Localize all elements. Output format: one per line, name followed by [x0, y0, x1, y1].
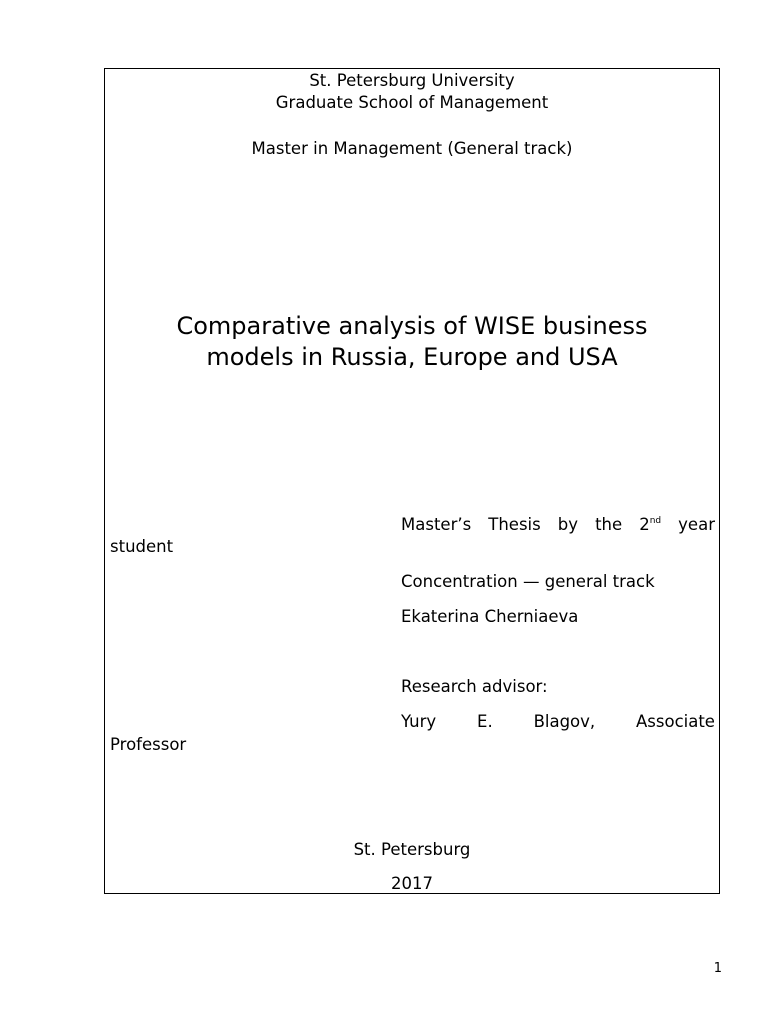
thesis-title	[104, 311, 720, 373]
page-number: 1	[713, 961, 722, 976]
thesis-title-line-1: Comparative analysis of WISE business	[176, 312, 648, 340]
advisor-title-continuation: Professor	[110, 735, 187, 754]
author-name: Ekaterina Cherniaeva	[401, 607, 579, 626]
thesis-by-line	[401, 515, 715, 535]
title-page-frame	[104, 68, 720, 894]
advisor-word: Yury	[401, 712, 437, 731]
university-name: St. Petersburg University	[309, 71, 515, 90]
program-name: Master in Management (General track)	[251, 139, 573, 158]
year-ordinal	[639, 515, 661, 535]
thesis-word: Thesis	[488, 515, 541, 534]
concentration: Concentration — general track	[401, 572, 655, 591]
thesis-word: the	[595, 515, 623, 534]
advisor-label: Research advisor:	[401, 677, 548, 696]
thesis-title-line-2: models in Russia, Europe and USA	[206, 343, 618, 371]
city: St. Petersburg	[353, 840, 471, 859]
year-number: 2	[639, 515, 650, 534]
advisor-name-line	[401, 712, 715, 732]
thesis-by-line-continuation: student	[110, 537, 174, 556]
thesis-word: year	[678, 515, 715, 534]
advisor-word: Blagov,	[533, 712, 596, 731]
year: 2017	[391, 874, 433, 893]
thesis-word: Master’s	[401, 515, 472, 534]
school-name: Graduate School of Management	[275, 93, 549, 112]
advisor-word: E.	[477, 712, 493, 731]
year-suffix: nd	[649, 516, 662, 526]
advisor-word: Associate	[636, 712, 715, 731]
thesis-word: by	[557, 515, 579, 534]
